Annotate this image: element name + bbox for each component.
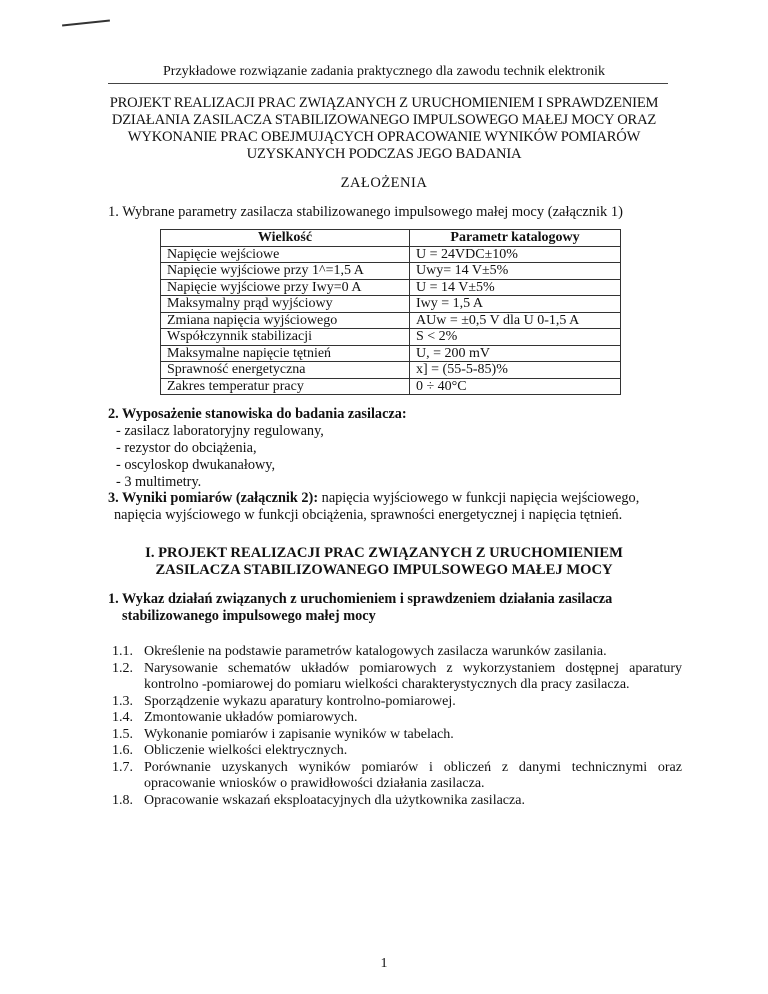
step-text: Obliczenie wielkości elektrycznych. [144, 743, 348, 758]
table-cell: Iwy = 1,5 A [410, 296, 621, 313]
list-item [112, 743, 682, 760]
table-cell: Współczynnik stabilizacji [161, 329, 410, 346]
task-line: stabilizowanego impulsowego małej mocy [122, 608, 376, 624]
table-cell: Maksymalne napięcie tętnień [161, 345, 410, 362]
list-item [112, 694, 682, 711]
table-cell: U = 14 V±5% [410, 279, 621, 296]
title-line: WYKONANIE PRAC OBEJMUJĄCYCH OPRACOWANIE WYNIKÓW POMIARÓW [127, 129, 641, 145]
table-cell: x] = (55-5-85)% [410, 362, 621, 379]
page-header: Przykładowe rozwiązanie zadania praktycznego dla zawodu technik elektronik [163, 64, 605, 79]
table-cell: Napięcie wyjściowe przy Iwy=0 A [161, 279, 410, 296]
step-number: 1.6. [112, 743, 133, 758]
step-text: Zmontowanie układów pomiarowych. [144, 710, 358, 725]
list-item [112, 727, 682, 744]
list-item: - rezystor do obciążenia, [116, 440, 257, 456]
table-row [161, 263, 621, 280]
table-cell: S < 2% [410, 329, 621, 346]
table-row [161, 296, 621, 313]
table-row [161, 279, 621, 296]
results-text: napięcia wyjściowego w funkcji napięcia wejściowego, [318, 490, 640, 506]
document-title [90, 95, 678, 163]
step-number: 1.1. [112, 644, 133, 659]
title-line: UZYSKANYCH PODCZAS JEGO BADANIA [246, 146, 522, 162]
table-cell: AUw = ±0,5 V dla U 0-1,5 A [410, 312, 621, 329]
list-item [112, 710, 682, 727]
table-cell: Sprawność energetyczna [161, 362, 410, 379]
item-1-text: 1. Wybrane parametry zasilacza stabilizowanego impulsowego małej mocy (załącznik 1) [108, 204, 624, 220]
title-line: PROJEKT REALIZACJI PRAC ZWIĄZANYCH Z URUCHOMIENIEM I SPRAWDZENIEM [109, 95, 659, 111]
table-cell: U = 24VDC±10% [410, 246, 621, 263]
equipment-heading: 2. Wyposażenie stanowiska do badania zasilacza: [108, 406, 407, 422]
list-item: - 3 multimetry. [116, 474, 202, 490]
list-item [112, 644, 682, 661]
step-text: Narysowanie schematów układów pomiarowych z wykorzystaniem dostępnej aparatury kontrolno -pomiarowej do pomiaru wielkości charakterystycznych dla pracy zasilacza. [144, 660, 682, 692]
assumptions-heading: ZAŁOŻENIA [340, 175, 428, 191]
table-cell: 0 ÷ 40°C [410, 378, 621, 395]
step-number: 1.4. [112, 710, 133, 725]
table-header-cell: Parametr katalogowy [410, 230, 621, 247]
parameters-table [160, 229, 621, 395]
step-number: 1.5. [112, 726, 133, 742]
table-row [161, 246, 621, 263]
table-row [161, 345, 621, 362]
section-1-line: ZASILACZA STABILIZOWANEGO IMPULSOWEGO MAŁEJ MOCY [155, 562, 613, 578]
section-1-line: I. PROJEKT REALIZACJI PRAC ZWIĄZANYCH Z URUCHOMIENIEM [145, 545, 623, 561]
step-text: Wykonanie pomiarów i zapisanie wyników w tabelach. [144, 726, 454, 742]
section-1-title [90, 545, 678, 579]
step-text: Opracowanie wskazań eksploatacyjnych dla użytkownika zasilacza. [144, 792, 525, 808]
table-cell: U, = 200 mV [410, 345, 621, 362]
table-cell: Uwy= 14 V±5% [410, 263, 621, 280]
table-header-cell: Wielkość [161, 230, 410, 247]
results-line-2: napięcia wyjściowego w funkcji obciążenia, sprawności energetycznej i napięcia tętnień. [114, 507, 623, 523]
task-line: 1. Wykaz działań związanych z uruchomieniem i sprawdzeniem działania zasilacza [108, 591, 613, 607]
results-section [108, 490, 688, 524]
step-number: 1.8. [112, 792, 133, 808]
table-cell: Maksymalny prąd wyjściowy [161, 296, 410, 313]
list-item: - zasilacz laboratoryjny regulowany, [116, 423, 324, 439]
list-item [112, 793, 682, 810]
table-row [161, 312, 621, 329]
table-row [161, 378, 621, 395]
results-heading: 3. Wyniki pomiarów (załącznik 2): [108, 490, 319, 506]
equipment-section [108, 406, 407, 491]
step-text: Określenie na podstawie parametrów katalogowych zasilacza warunków zasilania. [144, 644, 607, 659]
page-number: 1 [380, 956, 388, 971]
list-item [112, 760, 682, 793]
table-cell: Napięcie wejściowe [161, 246, 410, 263]
list-item [112, 661, 682, 694]
list-item: - oscyloskop dwukanałowy, [116, 457, 276, 473]
results-line-1 [108, 490, 688, 507]
step-number: 1.3. [112, 693, 133, 709]
title-line: DZIAŁANIA ZASILACZA STABILIZOWANEGO IMPULSOWEGO MAŁEJ MOCY ORAZ [111, 112, 657, 128]
step-number: 1.7. [112, 759, 133, 775]
step-text: Porównanie uzyskanych wyników pomiarów i obliczeń z danymi technicznymi oraz opracowanie wniosków o prawidłowości działania zasilacza. [144, 759, 682, 791]
step-text: Sporządzenie wykazu aparatury kontrolno-pomiarowej. [144, 693, 456, 709]
step-number: 1.2. [112, 660, 133, 676]
table-cell: Zakres temperatur pracy [161, 378, 410, 395]
table-cell: Zmiana napięcia wyjściowego [161, 312, 410, 329]
table-header-row [161, 230, 621, 247]
task-heading [108, 591, 668, 625]
table-row [161, 362, 621, 379]
pen-mark [62, 19, 110, 26]
steps-list [112, 644, 682, 809]
header-rule [108, 83, 668, 84]
table-row [161, 329, 621, 346]
table-cell: Napięcie wyjściowe przy 1^=1,5 A [161, 263, 410, 280]
equipment-list [108, 423, 407, 491]
